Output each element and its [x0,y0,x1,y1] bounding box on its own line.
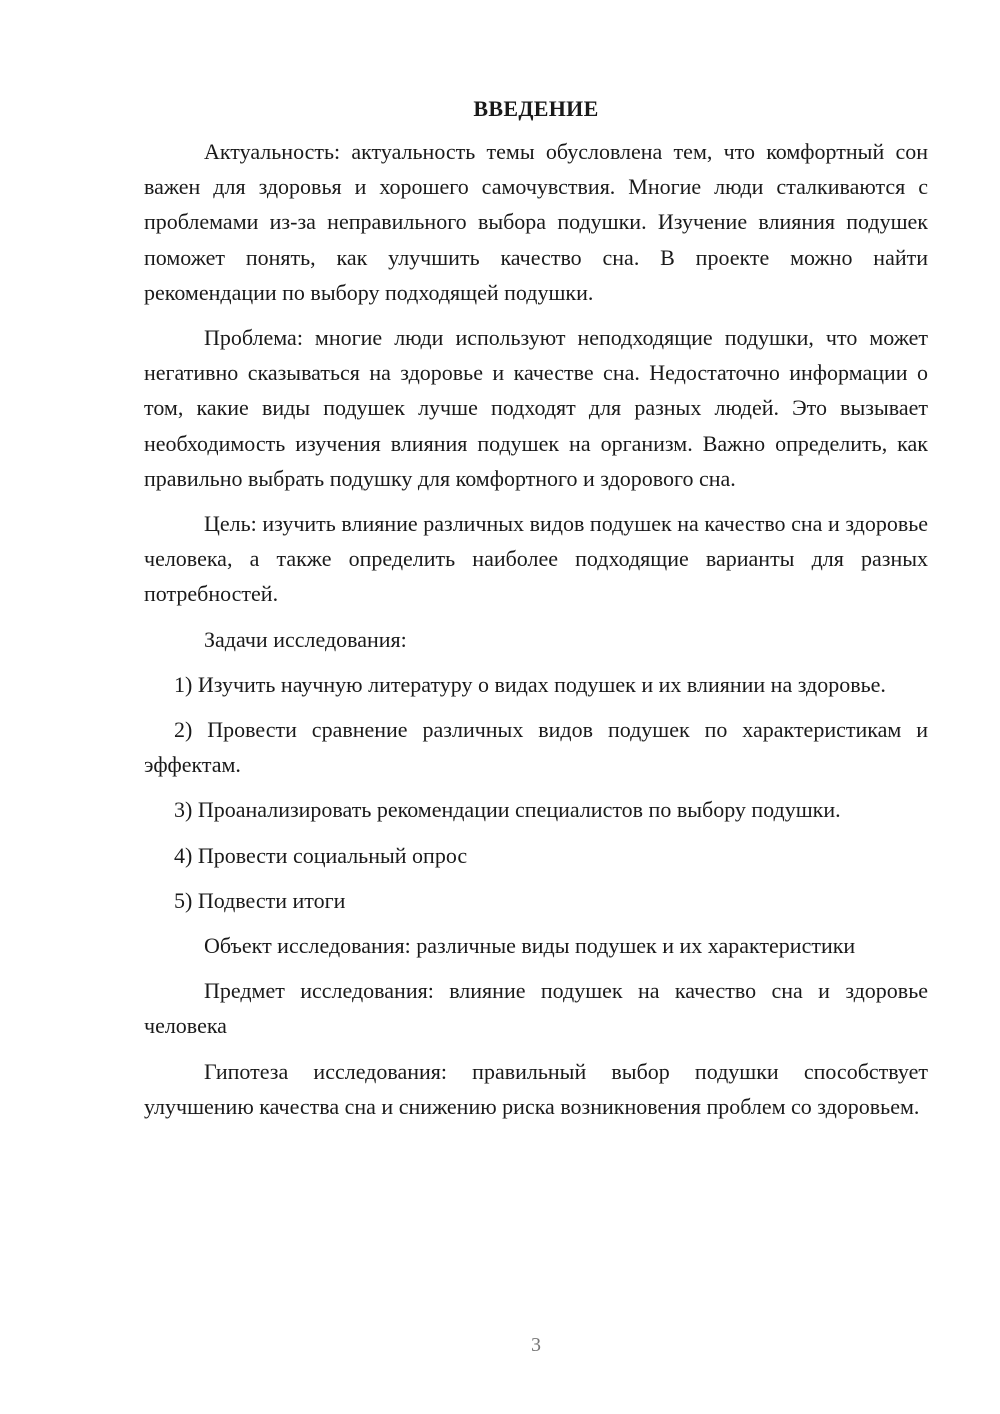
paragraph-goal: Цель: изучить влияние различных видов подушек на качество сна и здоровье человека, а также определить наиболее подходящие варианты для разных потребностей. [144,511,928,607]
paragraph-subject: Предмет исследования: влияние подушек на качество сна и здоровье человека [144,978,928,1039]
page-number: 3 [531,1334,541,1356]
paragraph-hypothesis: Гипотеза исследования: правильный выбор подушки способствует улучшению качества сна и снижению риска возникновения проблем со здоровьем. [144,1058,928,1119]
task-item-3: 3) Проанализировать рекомендации специалистов по выбору подушки. [174,797,841,823]
paragraph-problem: Проблема: многие люди используют неподходящие подушки, что может негативно сказываться на здоровье и качестве сна. Недостаточно информации о том, какие виды подушек лучше подходят для разных людей. Это вызывает необходимость изучения влияния подушек на организм. Важно определить, как правильно выбрать подушку для комфортного и здорового сна. [144,325,928,491]
paragraph-relevance: Актуальность: актуальность темы обусловлена тем, что комфортный сон важен для здоровья и хорошего самочувствия. Многие люди сталкиваются с проблемами из-за неправильного выбора подушки. Изучение влияния подушек поможет понять, как улучшить качество сна. В проекте можно найти рекомендации по выбору подходящей подушки. [144,139,928,305]
tasks-heading: Задачи исследования: [204,626,407,652]
task-item-1: 1) Изучить научную литературу о видах подушек и их влиянии на здоровье. [174,671,886,697]
document-page [144,92,928,1124]
paragraph-object: Объект исследования: различные виды подушек и их характеристики [204,933,856,959]
task-item-4: 4) Провести социальный опрос [174,842,468,868]
task-item-2: 2) Провести сравнение различных видов подушек по характеристикам и эффектам. [144,717,928,778]
task-item-5: 5) Подвести итоги [174,887,346,913]
section-title: ВВЕДЕНИЕ [473,96,599,121]
